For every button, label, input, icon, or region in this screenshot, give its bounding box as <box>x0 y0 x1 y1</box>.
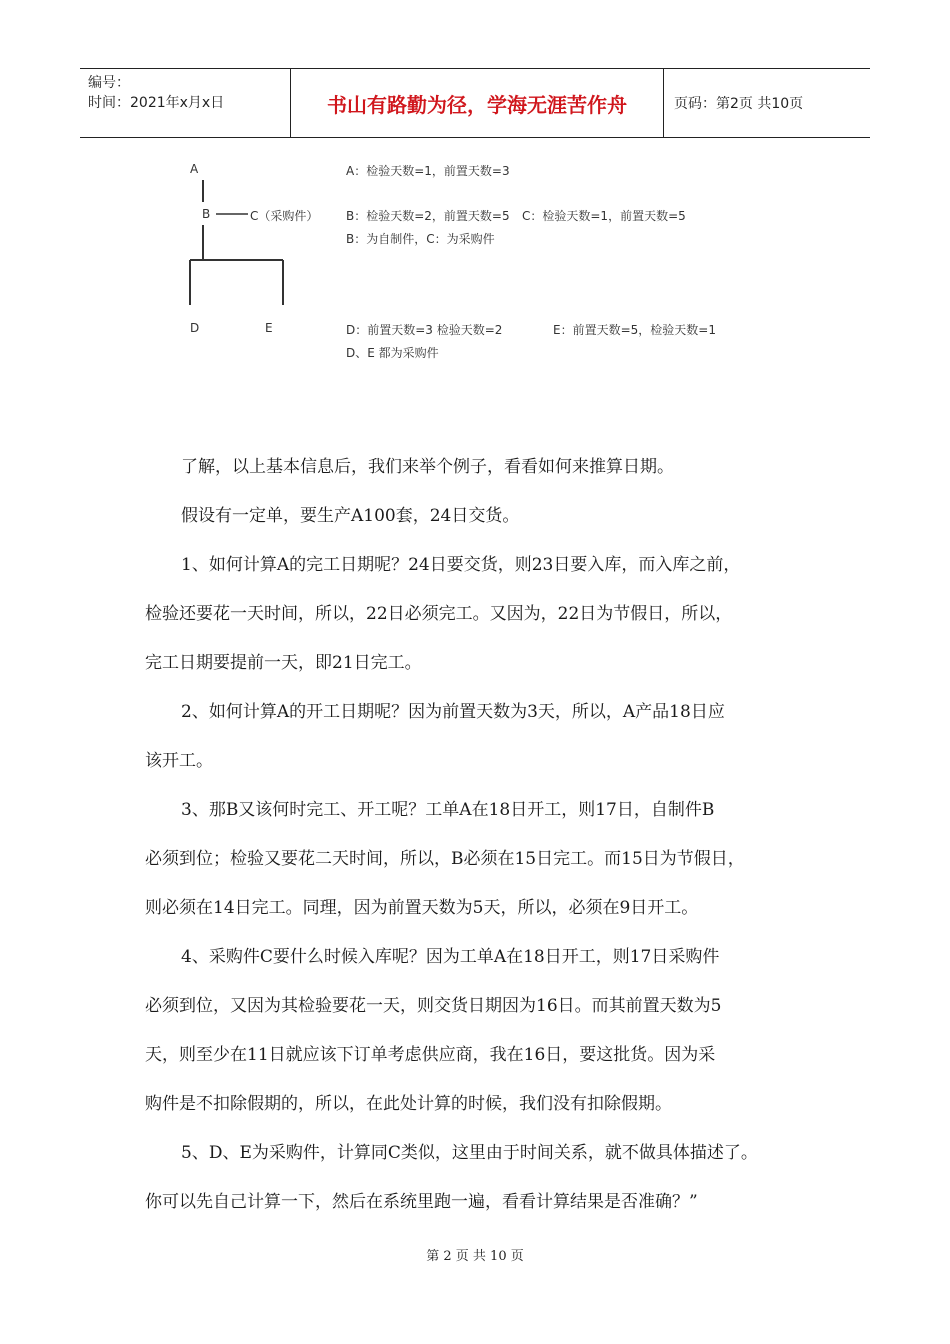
time-label: 时间：2021年x月x日 <box>88 95 225 111</box>
note-c: C：检验天数=1，前置天数=5 <box>522 209 686 223</box>
note-bc-type: B：为自制件，C：为采购件 <box>346 232 495 246</box>
paragraph-line: 你可以先自己计算一下，然后在系统里跑一遍，看看计算结果是否准确？” <box>145 1192 698 1212</box>
paragraph-line: 1、如何计算A的完工日期呢？24日要交货，则23日要入库，而入库之前， <box>181 555 741 575</box>
node-c: C（采购件） <box>250 209 319 223</box>
paragraph-line: 必须到位；检验又要花二天时间，所以，B必须在15日完工。而15日为节假日， <box>145 849 745 869</box>
bom-diagram <box>170 150 750 375</box>
header-meta <box>80 69 290 137</box>
node-d: D <box>190 321 200 335</box>
note-e: E：前置天数=5，检验天数=1 <box>553 323 716 337</box>
node-e: E <box>265 321 273 335</box>
note-de-type: D、E 都为采购件 <box>346 346 439 360</box>
note-a: A：检验天数=1，前置天数=3 <box>346 164 510 178</box>
header-page-info: 页码：第2页 共10页 <box>674 96 804 112</box>
paragraph-line: 完工日期要提前一天，即21日完工。 <box>145 653 422 673</box>
bom-tree-lines <box>170 150 750 375</box>
paragraph-line: 该开工。 <box>145 751 213 771</box>
paragraph-line: 假设有一定单，要生产A100套，24日交货。 <box>181 506 520 526</box>
header-motto: 书山有路勤为径，学海无涯苦作舟 <box>290 69 664 137</box>
paragraph-line: 3、那B又该何时完工、开工呢？工单A在18日开工，则17日，自制件B <box>181 800 715 820</box>
paragraph-line: 则必须在14日完工。同理，因为前置天数为5天，所以，必须在9日开工。 <box>145 898 699 918</box>
note-b: B：检验天数=2，前置天数=5 <box>346 209 510 223</box>
paragraph-line: 了解，以上基本信息后，我们来举个例子，看看如何来推算日期。 <box>181 457 674 477</box>
paragraph-line: 购件是不扣除假期的，所以，在此处计算的时候，我们没有扣除假期。 <box>145 1094 672 1114</box>
paragraph-line: 必须到位，又因为其检验要花一天，则交货日期因为16日。而其前置天数为5 <box>145 996 722 1016</box>
paragraph-line: 检验还要花一天时间，所以，22日必须完工。又因为，22日为节假日，所以， <box>145 604 733 624</box>
node-b: B <box>202 207 211 221</box>
paragraph-line: 2、如何计算A的开工日期呢？因为前置天数为3天，所以，A产品18日应 <box>181 702 725 722</box>
page-header <box>80 68 870 138</box>
node-a: A <box>190 162 199 176</box>
paragraph-line: 天，则至少在11日就应该下订单考虑供应商，我在16日，要这批货。因为采 <box>145 1045 716 1065</box>
body-text <box>145 443 830 1227</box>
page-footer: 第 2 页 共 10 页 <box>426 1249 524 1264</box>
number-label: 编号： <box>88 75 130 91</box>
paragraph-line: 4、采购件C要什么时候入库呢？因为工单A在18日开工，则17日采购件 <box>181 947 720 967</box>
paragraph-line: 5、D、E为采购件，计算同C类似，这里由于时间关系，就不做具体描述了。 <box>181 1143 758 1163</box>
note-d: D：前置天数=3 检验天数=2 <box>346 323 503 337</box>
